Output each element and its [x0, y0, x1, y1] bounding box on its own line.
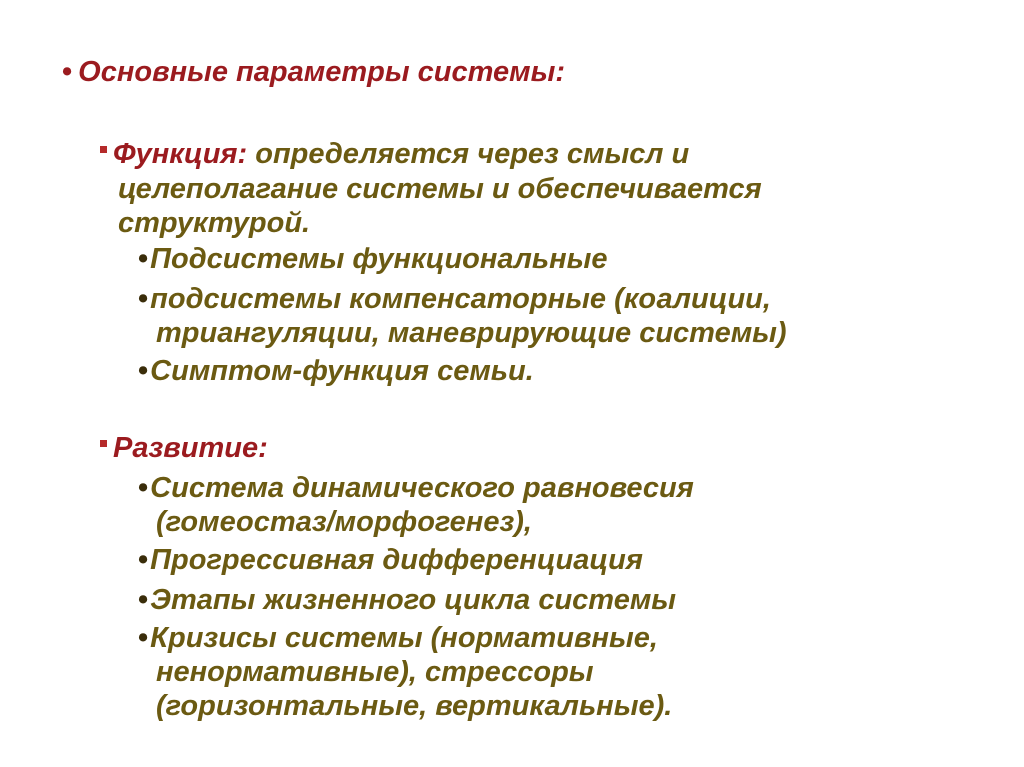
function-line-3: структурой.: [118, 207, 311, 239]
function-bullet-2-cont: триангуляции, маневрирующие системы): [156, 317, 787, 349]
function-bullet-text: подсистемы компенсаторные (коалиции,: [150, 283, 771, 315]
development-line: [100, 434, 268, 463]
bullet-dot: •: [138, 584, 149, 616]
function-bullet-1: [138, 245, 608, 274]
slide-heading: [62, 58, 565, 87]
development-bullet-3: [138, 586, 676, 615]
function-bullet-2: [138, 285, 771, 314]
development-bullet-2: [138, 546, 643, 575]
heading-text: Основные параметры системы:: [78, 56, 566, 88]
bullet-dot: •: [138, 283, 149, 315]
function-bullet-text: Симптом-функция семьи.: [150, 355, 534, 387]
heading-bullet: •: [62, 56, 73, 88]
function-line-2: целеполагание системы и обеспечивается: [118, 173, 762, 205]
bullet-dot: •: [138, 544, 149, 576]
development-bullet-text: Кризисы системы (нормативные,: [150, 622, 658, 654]
bullet-dot: •: [138, 622, 149, 654]
function-label: Функция:: [113, 138, 248, 170]
function-line-1: [100, 140, 689, 169]
development-bullet-text: Этапы жизненного цикла системы: [150, 584, 677, 616]
function-bullet-3: [138, 357, 534, 386]
development-bullet-text: Система динамического равновесия: [150, 472, 694, 504]
development-bullet-1-cont: (гомеостаз/морфогенез),: [156, 506, 532, 538]
bullet-dot: •: [138, 472, 149, 504]
development-bullet-4-cont-2: (горизонтальные, вертикальные).: [156, 690, 673, 722]
development-bullet-text: Прогрессивная дифференциация: [150, 544, 643, 576]
development-bullet-4: [138, 624, 658, 653]
bullet-dot: •: [138, 355, 149, 387]
function-text-1: определяется через смысл и: [247, 138, 690, 170]
square-bullet-icon: [100, 440, 107, 447]
development-bullet-1: [138, 474, 694, 503]
development-label: Развитие:: [113, 432, 268, 464]
development-bullet-4-cont-1: ненормативные), стрессоры: [156, 656, 594, 688]
function-bullet-text: Подсистемы функциональные: [150, 243, 608, 275]
bullet-dot: •: [138, 243, 149, 275]
square-bullet-icon: [100, 146, 107, 153]
